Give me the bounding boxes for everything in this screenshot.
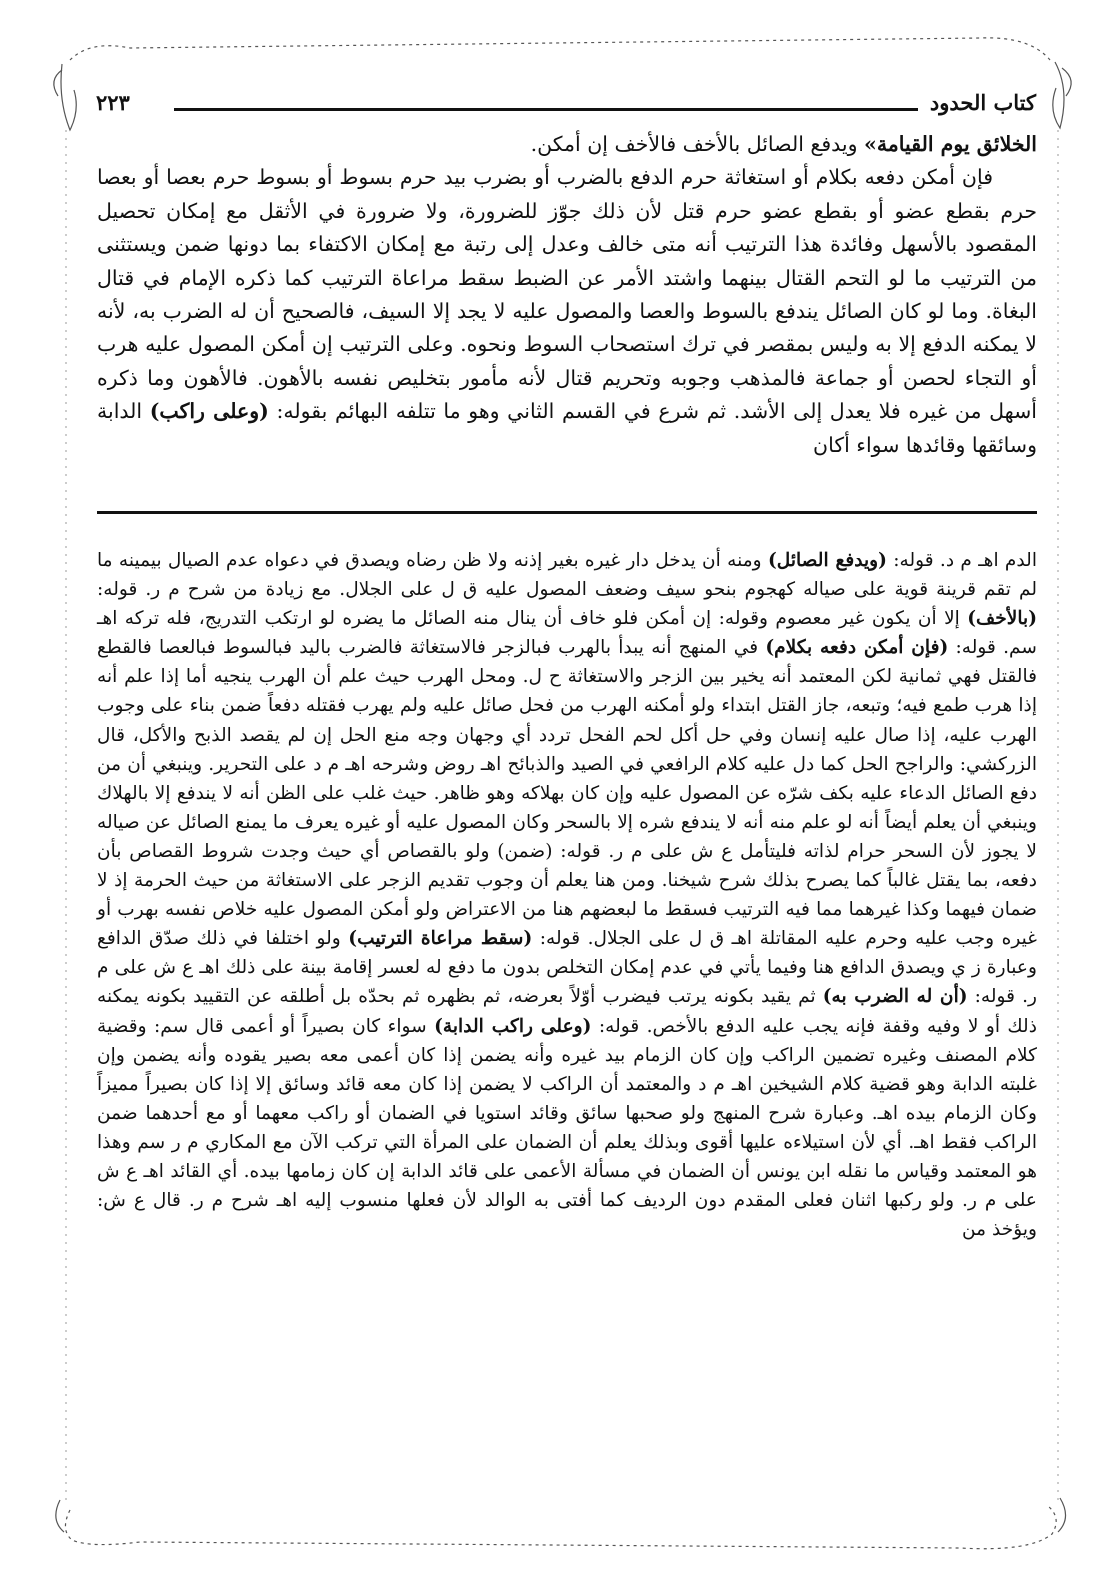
footnote-run: ومنه أن يدخل دار غيره بغير إذنه ولا ظن رضاه ويصدق في دعواه عدم الصيال بيمينه ما لم تقم قرينة قوية على صياله كهجوم بنحو سيف وضعف المصول عليه ق ل على الجلال. مع زيادة من شرح م ر. قوله: [97,550,1037,601]
page-header [96,88,1036,118]
main-paragraph-1 [97,128,1037,161]
footnote-lemma: (ويدفع الصائل) [767,550,887,571]
footnote-lemma: (أن له الضرب به) [822,986,968,1008]
footnote-commentary [97,546,1037,1244]
main-bold-phrase: (وعلى راكب) [149,399,269,424]
main-text-run: فإن أمكن دفعه بكلام أو استغاثة حرم الدفع بالضرب أو بضرب بيد حرم بسوط أو بسوط حرم بعصا أو بعصا حرم بقطع عضو أو بقطع عضو حرم قتل لأن ذلك جوّز للضرورة، ولا ضرورة في الأثقل مع إمكان تحصيل المقصود بالأسهل وفائدة هذا الترتيب أنه متى خالف وعدل إلى رتبة مع إمكان الاكتفاء بما دونها ضمن ويستثنى من الترتيب ما لو التحم القتال بينهما واشتد الأمر عن الضبط سقط مراعاة الترتيب كما ذكره الإمام في قتال البغاة. وما لو كان الصائل يندفع بالسوط والعصا والمصول عليه لا يجد إلا السيف، فالصحيح أن له الضرب به، لأنه لا يمكنه الدفع إلا به وليس بمقصر في ترك استصحاب السوط ونحوه. وعلى الترتيب إن أمكن المصول عليه هرب أو التجاء لحصن أو جماعة فالمذهب وجوبه وتحريم قتال لأنه مأمور بتخليص نفسه بالأهون. فالأهون وما ذكره أسهل من غيره فلا يعدل إلى الأشد. ثم شرع في القسم الثاني وهو ما تتلفه البهائم بقوله: [97,165,1037,424]
footnote-lemma: (بالأخف) [967,608,1037,630]
footnote-lemma: (وعلى راكب الدابة) [434,1015,592,1037]
header-rule [174,108,918,111]
main-bold-phrase: الخلائق يوم القيامة» [864,132,1037,156]
footnote-run: ولو اختلفا في ذلك صدّق الدافع وعبارة ز ي ويصدق الدافع هنا وفيما يأتي في عدم إمكان التخلص بدون ما دفع له لعسر إقامة بينة على ذلك اهـ ع ش على م ر. قوله: [97,928,1037,1008]
footnote-run: سواء كان بصيراً أو أعمى قال سم: وقضية كلام المصنف وغيره تضمين الراكب وإن كان الزمام بيد غيره وأنه يضمن إذا كان أعمى معه بصير يقوده وأنه يضمن وإن غلبته الدابة وهو قضية كلام الشيخين اهـ م د والمعتمد أن الراكب لا يضمن إذا كان معه قائد وسائق إلا إذا كان بصيراً مميزاً وكان الزمام بيده اهـ. وعبارة شرح المنهج ولو صحبها سائق وقائد استويا في الضمان أو راكب معهما أو مع أحدهما ضمن الراكب فقط اهـ. أي لأن استيلاءه عليها أقوى وبذلك يعلم أن الضمان على المرأة التي تركب الآن مع المكاري م ر سم وهذا هو المعتمد وقياس ما نقله ابن يونس أن الضمان في مسألة الأعمى على قائد الدابة إن كان زمامها بيده. أي القائد اهـ ع ش على م ر. ولو ركبها اثنان فعلى المقدم دون الرديف كما أفتى به الوالد لأن فعلها منسوب إليه اهـ شرح م ر. قال ع ش: ويؤخذ من [97,1015,1037,1241]
main-text-run: ويدفع الصائل بالأخف فالأخف إن أمكن. [530,132,864,156]
footnote-run: الدم اهـ م د. قوله: [886,550,1037,571]
main-paragraph-2 [97,161,1037,462]
footnote-lemma: (فإن أمكن دفعه بكلام) [765,637,949,659]
footnote-paragraph [97,546,1037,1244]
main-text [97,128,1037,462]
main-text-run: الدابة وسائقها وقائدها سواء أكان [97,399,1037,457]
footnote-run: ثم يقيد بكونه يرتب فيضرب أوّلاً بعرضه، ثم بظهره ثم بحدّه بل أطلقه عن التقييد بكونه يمكنه ذلك أو لا وفيه وقفة فإنه يجب عليه الدفع بالأخص. قوله: [97,986,1037,1037]
footnote-separator [97,511,1037,514]
footnote-run: في المنهج أنه يبدأ بالهرب فبالزجر فالاستغاثة فالضرب باليد فبالسوط فبالعصا فالقطع فالقتل فهي ثمانية لكن المعتمد أنه يخير بين الزجر والاستغاثة ح ل. ومحل الهرب حيث علم أن الهرب ينجيه أما إذا علم أنه إذا هرب طمع فيه؛ وتبعه، جاز القتل ابتداء ولو أمكنه الهرب من فحل صائل عليه ولم يهرب فقتله دفعاً ضمن بناء على وجوب الهرب عليه، إذا صال عليه إنسان وفي حل أكل لحم الفحل تردد أي وجهان وجه منع الحل إن لم يقصد الذبح والأكل، قال الزركشي: والراجح الحل كما دل عليه كلام الرافعي في الصيد والذبائح اهـ روض وشرحه اهـ م د على التحرير. وينبغي أن من دفع الصائل الدعاء عليه بكف شرّه عن المصول عليه وإن كان بهلاكه وهو ظاهر. حيث غلب على الظن أنه لا يندفع إلا بالهلاك وينبغي أن يعلم أيضاً أنه لو علم منه أنه لا يندفع شره إلا بالسحر وكان المصول عليه أو غيره يعرف ما يمنع الصائل عن صياله لا يجوز لأن السحر حرام لذاته فليتأمل ع ش على م ر. قوله: (ضمن) ولو بالقصاص أي حيث وجدت شروط القصاص بأن دفعه، بما يقتل غالباً كما يصرح بذلك شرح شيخنا. ومن هنا يعلم أن وجوب تقديم الزجر على الاستغاثة من حيث الحرمة إذ لا ضمان فيهما وكذا غيرهما مما فيه الترتيب فسقط ما لبعضهم هنا من الاعتراض ولو أمكن المصول عليه خلاص نفسه بهرب أو غيره وجب عليه وحرم عليه المقاتلة اهـ ق ل على الجلال. قوله: [97,637,1037,950]
page-number: ٢٢٣ [96,90,130,115]
footnote-lemma: (سقط مراعاة الترتيب) [348,928,533,950]
book-title: كتاب الحدود [929,90,1036,115]
footnote-run: إلا أن يكون غير معصوم وقوله: إن أمكن فلو خاف أن ينال منه الصائل ما يضره لو ارتكب التدريج، فله تركه اهـ سم. قوله: [97,608,1037,659]
